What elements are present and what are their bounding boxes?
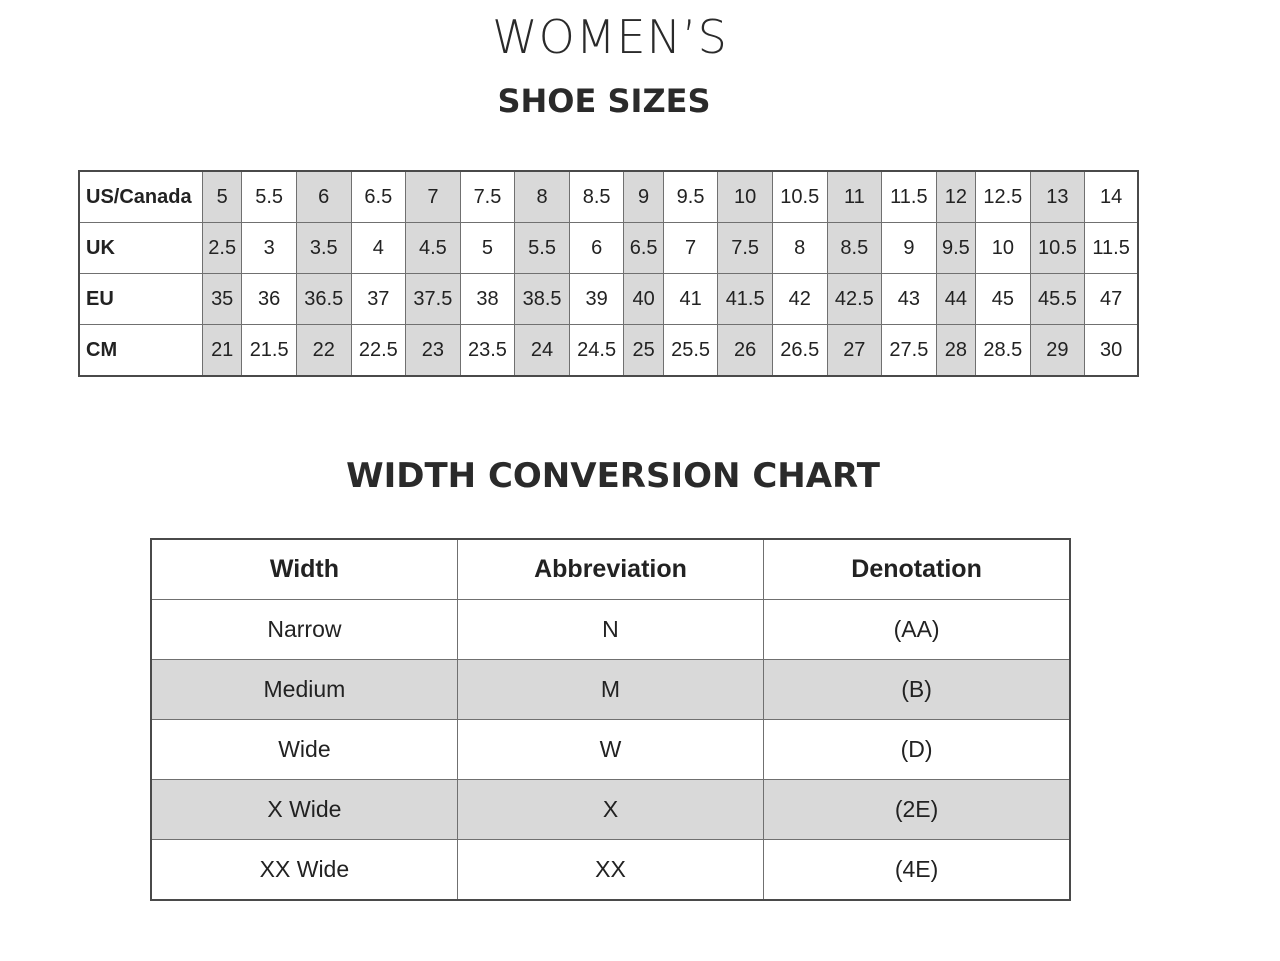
- size-row-eu: [79, 274, 1138, 325]
- size-cell: 24: [515, 325, 570, 377]
- width-row: [151, 660, 1070, 720]
- size-cell: 12: [936, 171, 975, 223]
- size-cell: 10: [718, 171, 773, 223]
- row-label: EU: [79, 274, 203, 325]
- size-cell: 8: [515, 171, 570, 223]
- size-cell: 10.5: [772, 171, 827, 223]
- column-header-denotation: Denotation: [764, 539, 1070, 600]
- size-cell: 38: [460, 274, 515, 325]
- column-header-width: Width: [151, 539, 457, 600]
- size-row-cm: [79, 325, 1138, 377]
- size-cell: 9: [624, 171, 663, 223]
- size-cell: 4: [351, 223, 406, 274]
- size-cell: 10.5: [1030, 223, 1085, 274]
- size-cell: 11: [827, 171, 882, 223]
- size-cell: 28: [936, 325, 975, 377]
- size-cell: 8: [772, 223, 827, 274]
- size-cell: 47: [1085, 274, 1138, 325]
- width-denotation-cell: (D): [764, 720, 1070, 780]
- size-cell: 12.5: [976, 171, 1031, 223]
- size-cell: 6.5: [624, 223, 663, 274]
- size-cell: 7: [663, 223, 718, 274]
- size-cell: 42: [772, 274, 827, 325]
- size-cell: 6: [569, 223, 624, 274]
- size-cell: 25.5: [663, 325, 718, 377]
- size-cell: 11.5: [1085, 223, 1138, 274]
- row-label: CM: [79, 325, 203, 377]
- size-cell: 39: [569, 274, 624, 325]
- page-title: WOMEN’S: [492, 10, 728, 64]
- size-row-uk: [79, 223, 1138, 274]
- size-cell: 37: [351, 274, 406, 325]
- size-cell: 13: [1030, 171, 1085, 223]
- size-cell: 23: [406, 325, 461, 377]
- size-cell: 6.5: [351, 171, 406, 223]
- size-cell: 26: [718, 325, 773, 377]
- size-cell: 36: [242, 274, 297, 325]
- size-cell: 10: [976, 223, 1031, 274]
- width-denotation-cell: (2E): [764, 780, 1070, 840]
- size-cell: 43: [882, 274, 937, 325]
- size-cell: 7.5: [718, 223, 773, 274]
- size-cell: 5: [203, 171, 242, 223]
- size-cell: 11.5: [882, 171, 937, 223]
- size-cell: 7.5: [460, 171, 515, 223]
- row-label: US/Canada: [79, 171, 203, 223]
- size-cell: 28.5: [976, 325, 1031, 377]
- page-subtitle: SHOE SIZES: [497, 82, 711, 120]
- width-chart-title: WIDTH CONVERSION CHART: [346, 456, 880, 496]
- size-cell: 36.5: [296, 274, 351, 325]
- width-name-cell: Medium: [151, 660, 457, 720]
- row-label: UK: [79, 223, 203, 274]
- width-abbreviation-cell: XX: [457, 840, 763, 901]
- size-cell: 25: [624, 325, 663, 377]
- width-name-cell: Narrow: [151, 600, 457, 660]
- size-cell: 44: [936, 274, 975, 325]
- size-cell: 23.5: [460, 325, 515, 377]
- size-cell: 27.5: [882, 325, 937, 377]
- size-cell: 4.5: [406, 223, 461, 274]
- size-cell: 30: [1085, 325, 1138, 377]
- size-cell: 21: [203, 325, 242, 377]
- width-name-cell: X Wide: [151, 780, 457, 840]
- size-cell: 22.5: [351, 325, 406, 377]
- size-cell: 24.5: [569, 325, 624, 377]
- width-abbreviation-cell: M: [457, 660, 763, 720]
- shoe-size-table: [78, 170, 1139, 377]
- size-cell: 45.5: [1030, 274, 1085, 325]
- size-cell: 5.5: [515, 223, 570, 274]
- size-cell: 41: [663, 274, 718, 325]
- size-cell: 3: [242, 223, 297, 274]
- size-cell: 8.5: [827, 223, 882, 274]
- width-row: [151, 840, 1070, 901]
- width-header-row: [151, 539, 1070, 600]
- width-name-cell: XX Wide: [151, 840, 457, 901]
- width-abbreviation-cell: N: [457, 600, 763, 660]
- size-cell: 3.5: [296, 223, 351, 274]
- width-abbreviation-cell: X: [457, 780, 763, 840]
- width-denotation-cell: (AA): [764, 600, 1070, 660]
- size-cell: 9.5: [936, 223, 975, 274]
- width-denotation-cell: (4E): [764, 840, 1070, 901]
- width-row: [151, 600, 1070, 660]
- size-cell: 5.5: [242, 171, 297, 223]
- size-cell: 21.5: [242, 325, 297, 377]
- size-cell: 40: [624, 274, 663, 325]
- column-header-abbreviation: Abbreviation: [457, 539, 763, 600]
- size-cell: 35: [203, 274, 242, 325]
- width-denotation-cell: (B): [764, 660, 1070, 720]
- size-cell: 2.5: [203, 223, 242, 274]
- width-row: [151, 780, 1070, 840]
- size-cell: 42.5: [827, 274, 882, 325]
- size-cell: 38.5: [515, 274, 570, 325]
- width-conversion-table: [150, 538, 1071, 901]
- size-cell: 9.5: [663, 171, 718, 223]
- width-row: [151, 720, 1070, 780]
- size-cell: 9: [882, 223, 937, 274]
- size-cell: 41.5: [718, 274, 773, 325]
- size-cell: 22: [296, 325, 351, 377]
- size-cell: 26.5: [772, 325, 827, 377]
- size-cell: 5: [460, 223, 515, 274]
- size-row-us: [79, 171, 1138, 223]
- size-cell: 27: [827, 325, 882, 377]
- size-cell: 14: [1085, 171, 1138, 223]
- size-cell: 6: [296, 171, 351, 223]
- width-abbreviation-cell: W: [457, 720, 763, 780]
- width-name-cell: Wide: [151, 720, 457, 780]
- size-cell: 45: [976, 274, 1031, 325]
- size-cell: 7: [406, 171, 461, 223]
- size-cell: 37.5: [406, 274, 461, 325]
- size-cell: 8.5: [569, 171, 624, 223]
- size-cell: 29: [1030, 325, 1085, 377]
